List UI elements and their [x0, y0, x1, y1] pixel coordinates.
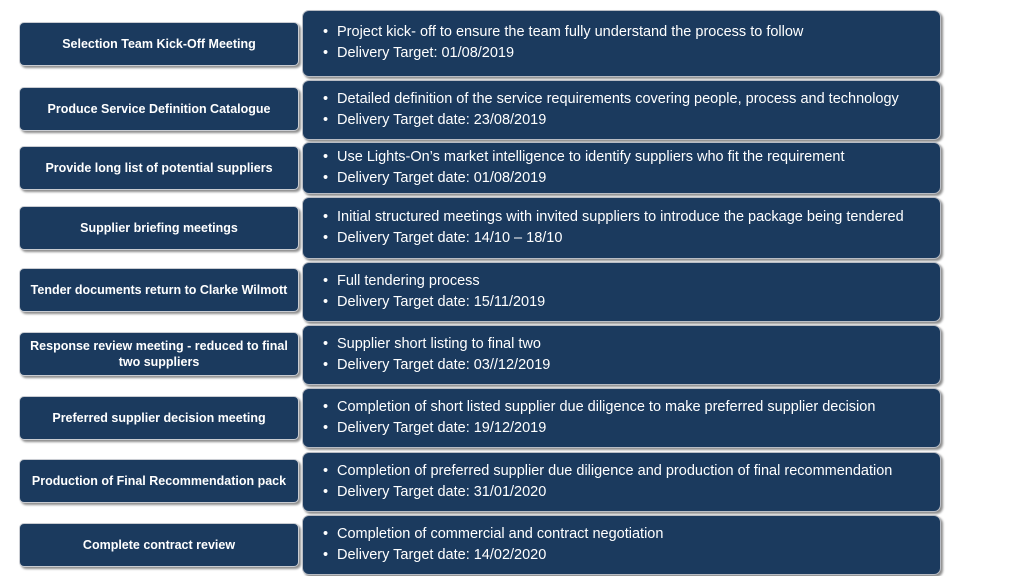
step-label: Selection Team Kick-Off Meeting	[62, 37, 256, 51]
step-detail-box	[302, 515, 941, 575]
step-detail-box	[302, 10, 941, 77]
step-label-box	[19, 459, 299, 503]
step-bullet: • Delivery Target date: 19/12/2019	[321, 419, 922, 437]
step-label: Response review meeting - reduced to final two suppliers	[30, 339, 288, 369]
step-bullet: • Use Lights-On’s market intelligence to identify suppliers who fit the requirement	[321, 148, 922, 166]
step-bullet: • Delivery Target date: 31/01/2020	[321, 483, 922, 501]
step-bullet-list	[321, 271, 922, 314]
step-bullet: • Completion of short listed supplier due diligence to make preferred supplier decision	[321, 398, 922, 416]
step-bullet: • Completion of preferred supplier due diligence and production of final recommendation	[321, 462, 922, 480]
step-detail-box	[302, 388, 941, 448]
step-label: Produce Service Definition Catalogue	[47, 102, 271, 116]
step-bullet-list	[321, 207, 922, 250]
step-bullet: • Project kick- off to ensure the team fully understand the process to follow	[321, 23, 922, 41]
step-bullet-list	[321, 89, 922, 132]
step-bullet: • Delivery Target date: 23/08/2019	[321, 111, 922, 129]
step-label-box	[19, 332, 299, 376]
step-bullet: • Supplier short listing to final two	[321, 335, 922, 353]
step-label-box	[19, 22, 299, 66]
step-label: Supplier briefing meetings	[80, 221, 238, 235]
step-bullet-list	[321, 461, 922, 504]
step-bullet: • Delivery Target date: 15/11/2019	[321, 293, 922, 311]
step-detail-box	[302, 452, 941, 512]
step-label-box	[19, 396, 299, 440]
step-bullet: • Completion of commercial and contract negotiation	[321, 525, 922, 543]
step-label: Preferred supplier decision meeting	[52, 411, 266, 425]
step-bullet: • Delivery Target: 01/08/2019	[321, 44, 922, 62]
step-label: Production of Final Recommendation pack	[31, 474, 287, 488]
step-detail-box	[302, 325, 941, 385]
step-label-box	[19, 268, 299, 312]
step-label: Tender documents return to Clarke Wilmott	[30, 283, 288, 297]
step-label-box	[19, 87, 299, 131]
step-bullet-list	[321, 147, 922, 190]
step-bullet: • Initial structured meetings with invited suppliers to introduce the package being tendered	[321, 208, 922, 226]
step-bullet: • Detailed definition of the service requirements covering people, process and technology	[321, 90, 922, 108]
step-bullet-list	[321, 524, 922, 567]
step-detail-box	[302, 197, 941, 259]
step-label-box	[19, 523, 299, 567]
step-detail-box	[302, 142, 941, 194]
step-bullet: • Delivery Target date: 14/02/2020	[321, 546, 922, 564]
step-label: Provide long list of potential suppliers	[45, 161, 273, 175]
step-label: Complete contract review	[82, 538, 236, 552]
step-label-box	[19, 206, 299, 250]
step-bullet-list	[321, 397, 922, 440]
step-bullet-list	[321, 22, 922, 65]
step-bullet: • Delivery Target date: 01/08/2019	[321, 169, 922, 187]
step-bullet: • Delivery Target date: 14/10 – 18/10	[321, 229, 922, 247]
step-bullet: • Full tendering process	[321, 272, 922, 290]
step-bullet: • Delivery Target date: 03//12/2019	[321, 356, 922, 374]
step-detail-box	[302, 262, 941, 322]
step-label-box	[19, 146, 299, 190]
step-detail-box	[302, 80, 941, 140]
step-bullet-list	[321, 334, 922, 377]
